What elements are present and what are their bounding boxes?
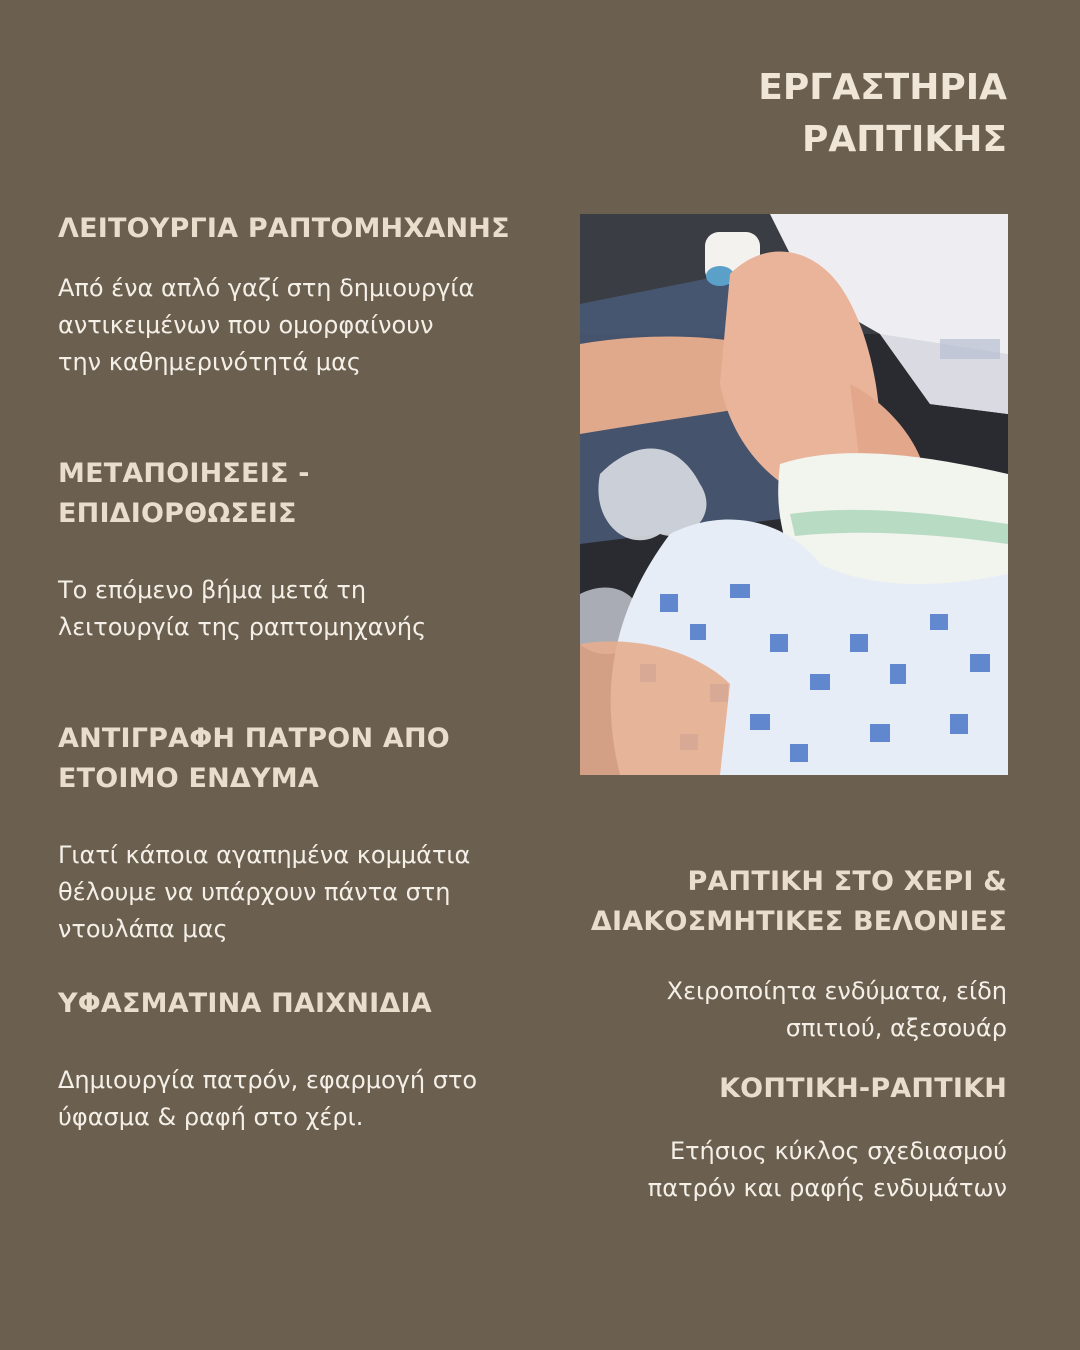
sewing-photo-illustration (580, 214, 1008, 775)
heading-fabric-toys: ΥΦΑΣΜΑΤΙΝΑ ΠΑΙΧΝΙΔΙΑ (58, 988, 432, 1019)
heading-alterations: ΜΕΤΑΠΟΙΗΣΕΙΣ - ΕΠΙΔΙΟΡΘΩΣΕΙΣ (58, 458, 310, 529)
text-fabric-toys: Δημιουργία πατρόν, εφαρμογή στο ύφασμα & ραφή στο χέρι. (58, 1066, 478, 1131)
heading-hand-sewing: ΡΑΠΤΙΚΗ ΣΤΟ ΧΕΡΙ & ΔΙΑΚΟΣΜΗΤΙΚΕΣ ΒΕΛΟΝΙΕΣ (590, 866, 1007, 937)
heading-sewing-machine: ΛΕΙΤΟΥΡΓΙΑ ΡΑΠΤΟΜΗΧΑΝΗΣ (58, 213, 510, 244)
heading-pattern-sewing: ΚΟΠΤΙΚΗ-ΡΑΠΤΙΚΗ (719, 1073, 1007, 1104)
heading-pattern-copy: ΑΝΤΙΓΡΑΦΗ ΠΑΤΡΟΝ ΑΠΟ ΕΤΟΙΜΟ ΕΝΔΥΜΑ (58, 723, 450, 794)
title-line-2: ΡΑΠΤΙΚΗΣ (802, 119, 1007, 160)
text-sewing-machine: Από ένα απλό γαζί στη δημιουργία αντικειμένων που ομορφαίνουν την καθημερινότητά μας (58, 274, 475, 376)
page-title (507, 62, 1007, 166)
text-pattern-copy: Γιατί κάποια αγαπημένα κομμάτια θέλουμε να υπάρχουν πάντα στη ντουλάπα μας (58, 841, 471, 943)
text-alterations: Το επόμενο βήμα μετά τη λειτουργία της ραπτομηχανής (58, 576, 427, 641)
sewing-photo (580, 214, 1008, 775)
text-hand-sewing: Χειροποίητα ενδύματα, είδη σπιτιού, αξεσουάρ (666, 977, 1007, 1042)
text-pattern-sewing: Ετήσιος κύκλος σχεδιασμού πατρόν και ραφής ενδυμάτων (647, 1137, 1007, 1202)
title-line-1: ΕΡΓΑΣΤΗΡΙΑ (758, 67, 1007, 108)
